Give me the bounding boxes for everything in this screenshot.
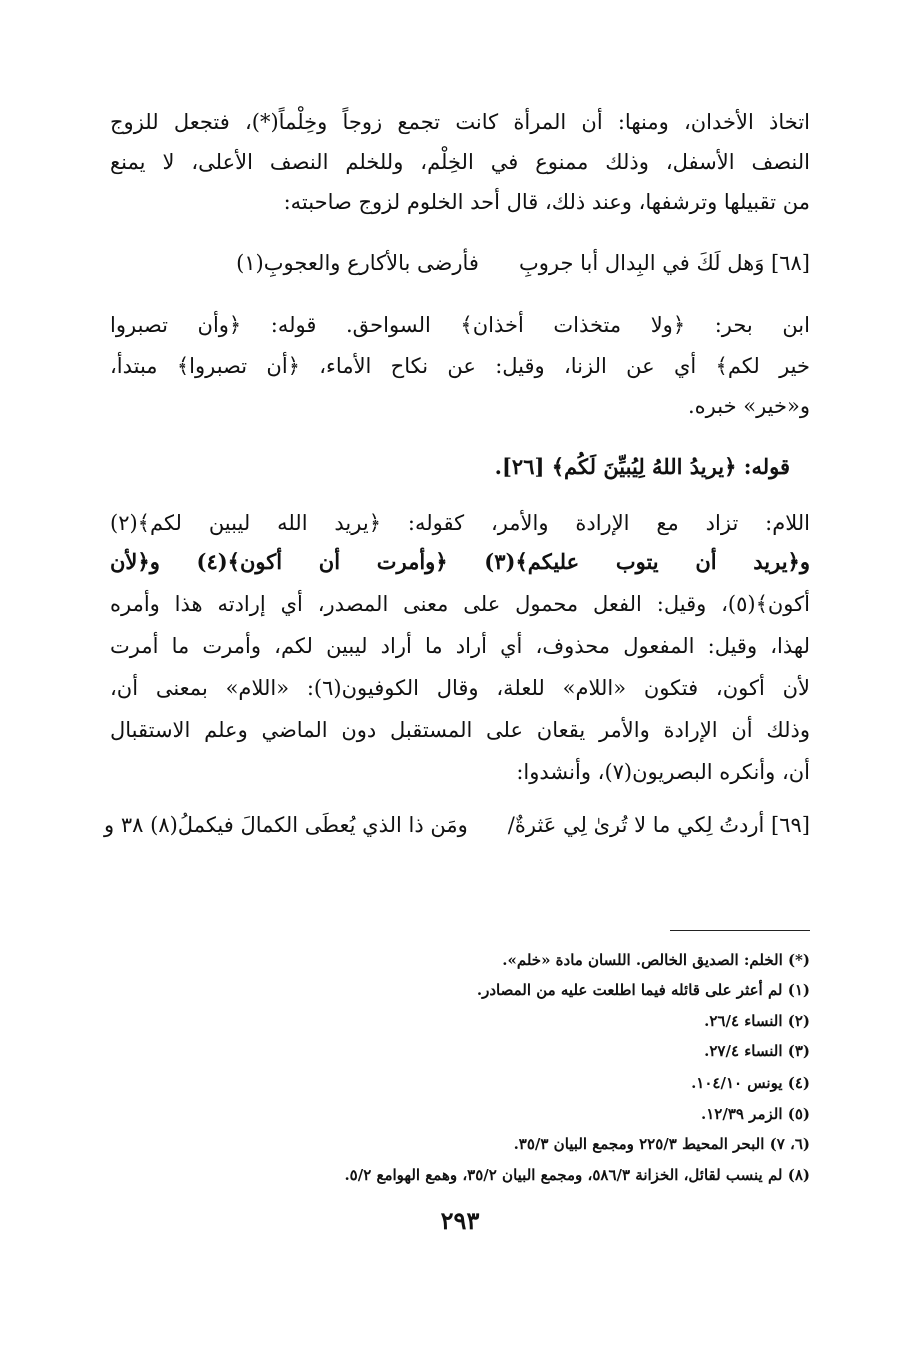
body-line-3: من تقبيلها وترشفها، وعند ذلك، قال أحد الخلوم لزوج صاحبته: <box>283 190 810 214</box>
body-line-7: قوله: ﴿يريدُ اللهُ لِيُبيِّنَ لَكُم﴾ [٢٦]. <box>494 454 790 479</box>
body-line-6: و«خير» خبره. <box>687 394 810 418</box>
body-line-12: لأن أكون، فتكون «اللام» للعلة، وقال الكوفيون(٦): «اللام» بمعنى أن، <box>110 676 810 700</box>
body-line-4: ابن بحر: ﴿ولا متخذات أخذان﴾ السواحق. قوله: ﴿وأن تصبروا <box>110 313 810 337</box>
verse-68 <box>110 243 810 283</box>
footnote-2: (٢) النساء ٢٦/٤. <box>704 1012 810 1030</box>
body-line-13: وذلك أن الإرادة والأمر يقعان على المستقبل دون الماضي وعلم الاستقبال <box>110 718 810 742</box>
body-line-8: اللام: تزاد مع الإرادة والأمر، كقوله: ﴿يريد الله ليبين لكم﴾(٢) <box>110 511 810 535</box>
body-line-10: أكون﴾(٥)، وقيل: الفعل محمول على معنى المصدر، أي إرادته هذا وأمره <box>110 592 810 616</box>
verse-69 <box>70 805 810 845</box>
body-line-11: لهذا، وقيل: المفعول محذوف، أي أراد ما أراد ليبين لكم، وأمرت ما أمرت <box>110 634 810 658</box>
footnote-6-7: (٦، ٧) البحر المحيط ٢٢٥/٣ ومجمع البيان ٣٥/٣. <box>513 1135 810 1153</box>
body-line-14: أن، وأنكره البصريون(٧)، وأنشدوا: <box>516 760 810 784</box>
footnote-4: (٤) يونس ١٠٤/١٠. <box>691 1074 810 1092</box>
body-line-5: خير لكم﴾ أي عن الزنا، وقيل: عن نكاح الأماء، ﴿أن تصبروا﴾ مبتدأ، <box>110 354 810 378</box>
verse-68-second-hemistich: فأرضى بالأكارع والعجوبِ(١) <box>236 251 479 275</box>
body-line-1: اتخاذ الأخدان، ومنها: أن المرأة كانت تجمع زوجاً وخِلْماً(*)، فتجعل للزوج <box>110 110 810 134</box>
verse-68-first-hemistich: [٦٨] وَهل لَكَ في البِدال أبا جروبِ <box>518 251 810 275</box>
body-line-9: و﴿يريد أن يتوب عليكم﴾(٣) ﴿وأمرت أن أكون﴾(٤) و﴿لأن <box>110 549 810 574</box>
body-line-2: النصف الأسفل، وذلك ممنوع في الخِلْم، وللخلم النصف الأعلى، لا يمنع <box>110 150 810 174</box>
footnote-star: (*) الخلم: الصديق الخالص. اللسان مادة «خلم». <box>502 951 810 969</box>
page-number: ٢٩٣ <box>440 1206 480 1235</box>
verse-69-second-hemistich: ومَن ذا الذي يُعطَى الكمالَ فيكملُ(٨) ٣٨ و <box>104 813 468 837</box>
footnote-separator <box>670 930 810 931</box>
verse-69-first-hemistich: [٦٩] أردتُ لِكي ما لا تُرىٰ لِي عَثرةٌ/ <box>507 813 810 837</box>
footnote-8: (٨) لم ينسب لقائل، الخزانة ٥٨٦/٣، ومجمع البيان ٣٥/٢، وهمع الهوامع ٥/٢. <box>344 1166 810 1184</box>
footnote-5: (٥) الزمر ١٢/٣٩. <box>701 1105 810 1123</box>
footnote-1: (١) لم أعثر على قائله فيما اطلعت عليه من المصادر. <box>476 981 810 999</box>
footnote-3: (٣) النساء ٢٧/٤. <box>704 1042 810 1060</box>
